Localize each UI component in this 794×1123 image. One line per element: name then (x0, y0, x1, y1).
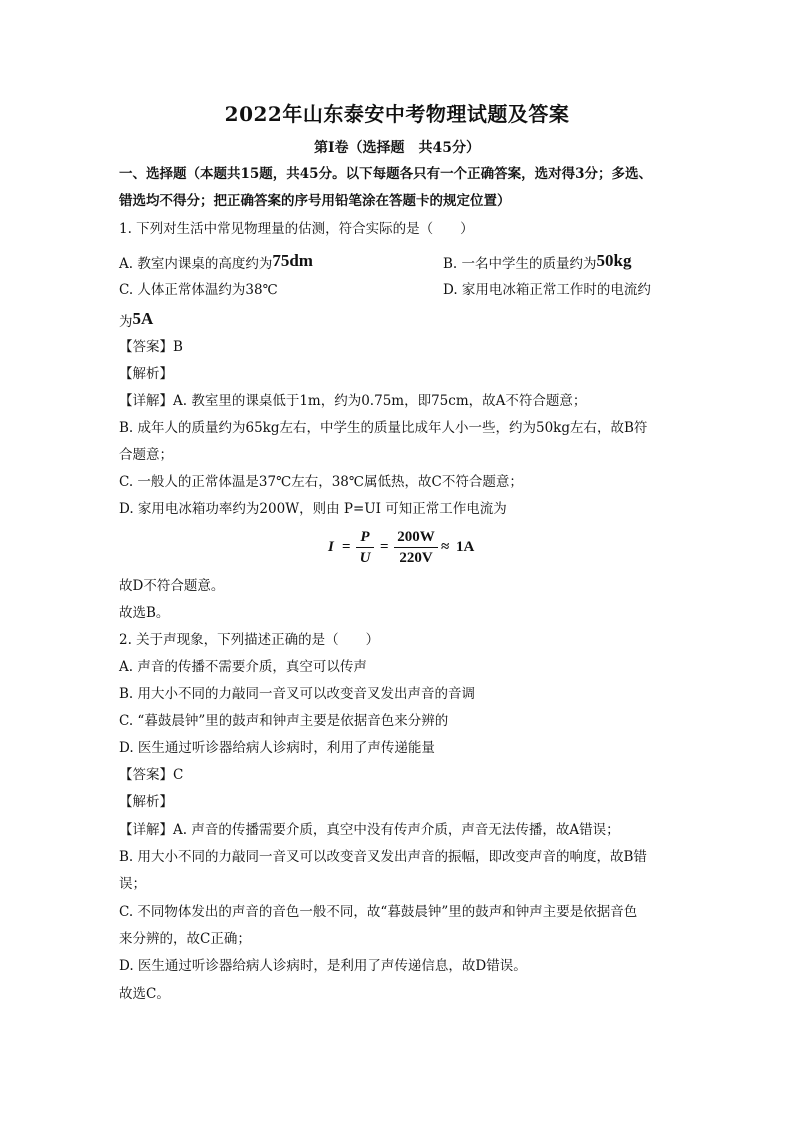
q1-analysis-label: 【解析】 (119, 366, 173, 382)
current-formula (0, 528, 794, 570)
formula-power-value: 200W (397, 529, 435, 545)
q1-detail-line-5: D. 家用电冰箱功率约为200W，则由 P=UI 可知正常工作电流为 (119, 501, 507, 517)
section-instructions-line-1: 一、选择题（本题共15题，共45分。以下每题各只有一个正确答案，选对得3分；多选、 (119, 166, 652, 182)
q2-conclusion: 故选C。 (119, 986, 170, 1002)
formula-equals-2: = (380, 539, 389, 555)
formula-voltage-symbol: U (359, 550, 371, 566)
q2-option-d: D. 医生通过听诊器给病人诊病时，利用了声传递能量 (119, 740, 435, 756)
q2-option-c: C. “暮鼓晨钟”里的鼓声和钟声主要是依据音色来分辨的 (119, 713, 449, 729)
q2-analysis-label: 【解析】 (119, 794, 173, 810)
document-title: 2022年山东泰安中考物理试题及答案 (224, 102, 570, 126)
q2-answer: 【答案】C (119, 767, 184, 783)
q1-stem: 1. 下列对生活中常见物理量的估测，符合实际的是（ ） (119, 221, 474, 237)
q2-option-b: B. 用大小不同的力敲同一音叉可以改变音叉发出声音的音调 (119, 686, 476, 702)
q1-option-b (443, 252, 631, 273)
q1-option-b-text: B. 一名中学生的质量约为 (443, 256, 597, 272)
formula-approx-sign: ≈ (441, 539, 450, 555)
q1-option-c: C. 人体正常体温约为38℃ (119, 282, 278, 298)
formula-current-symbol: I (328, 539, 334, 555)
q1-answer: 【答案】B (119, 339, 183, 355)
q1-detail-line-6: 故D不符合题意。 (119, 578, 225, 594)
q1-detail-line-4: C. 一般人的正常体温是37℃左右，38℃属低热，故C不符合题意； (119, 474, 523, 490)
q2-detail-line-1: 【详解】A. 声音的传播需要介质，真空中没有传声介质，声音无法传播，故A错误； (119, 822, 620, 838)
q1-detail-line-1: 【详解】A. 教室里的课桌低于1m，约为0.75m，即75cm，故A不符合题意； (119, 393, 587, 409)
fraction-bar (356, 547, 374, 548)
q1-conclusion: 故选B。 (119, 605, 170, 621)
formula-equals-1: = (342, 539, 351, 555)
q1-detail-line-2: B. 成年人的质量约为65kg左右，中学生的质量比成年人小一些，约为50kg左右，故B符 (119, 420, 648, 436)
q2-stem: 2. 关于声现象，下列描述正确的是（ ） (119, 632, 380, 648)
q1-option-b-value: 50kg (596, 251, 632, 270)
formula-fraction-numeric (394, 528, 438, 567)
section-instructions-line-2: 错选均不得分；把正确答案的序号用铅笔涂在答题卡的规定位置） (119, 193, 511, 209)
q2-detail-line-4: C. 不同物体发出的声音的音色一般不同，故“暮鼓晨钟”里的鼓声和钟声主要是依据音色 (119, 904, 638, 920)
q2-detail-line-2: B. 用大小不同的力敲同一音叉可以改变音叉发出声音的振幅，即改变声音的响度，故B错 (119, 849, 647, 865)
volume-heading: 第Ⅰ卷（选择题 共45分） (313, 140, 481, 156)
formula-fraction-symbolic (356, 528, 374, 567)
formula-power-symbol: P (360, 529, 370, 545)
q1-option-d-text: D. 家用电冰箱正常工作时的电流约 (443, 282, 651, 298)
q1-option-a-text: A. 教室内课桌的高度约为 (119, 256, 273, 272)
formula-result: 1A (456, 539, 475, 555)
q2-option-a: A. 声音的传播不需要介质，真空可以传声 (119, 659, 367, 675)
q1-option-a-value: 75dm (272, 251, 313, 270)
q2-detail-line-6: D. 医生通过听诊器给病人诊病时，是利用了声传递信息，故D错误。 (119, 958, 527, 974)
q2-detail-line-3: 误； (119, 876, 146, 892)
q1-option-d-value: 5A (132, 309, 154, 328)
q1-option-d-continued (119, 310, 153, 331)
q1-option-d-cont-text: 为 (119, 314, 133, 330)
q1-detail-line-3: 合题意； (119, 447, 173, 463)
q2-detail-line-5: 来分辨的，故C正确； (119, 931, 251, 947)
formula-voltage-value: 220V (399, 550, 433, 566)
fraction-bar (394, 547, 438, 548)
q1-option-a (119, 252, 313, 273)
